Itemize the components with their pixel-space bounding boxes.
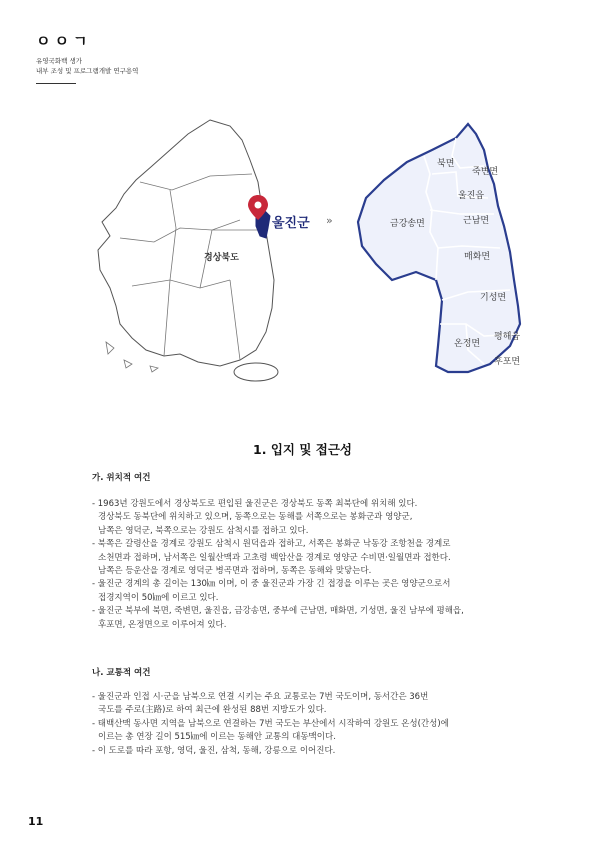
bullet-line: 국도를 주로(主路)로 하여 최근에 완성된 88번 지방도가 있다.	[98, 705, 327, 716]
bullet-line: - 태백산맥 동사면 지역을 남북으로 연결하는 7번 국도는 부산에서 시작하여 강원도 온성(간성)에	[92, 718, 449, 729]
bullet-line: - 울진군 북부에 북면, 죽변면, 울진읍, 금강송면, 중부에 근남면, 매화면, 기성면, 울진 남부에 평해읍,	[92, 606, 464, 617]
bullet-line: 이르는 총 연장 길이 515㎞에 이르는 동해안 교통의 대동맥이다.	[98, 732, 336, 743]
town-label-bukmyeon: 북면	[437, 159, 455, 169]
peninsula-outline	[98, 120, 274, 366]
bullet-line: - 1963년 강원도에서 경상북도로 편입된 울진군은 경상북도 동쪽 최북단에 위치해 있다.	[92, 499, 418, 509]
location-map	[80, 110, 540, 410]
bullet-line: 경상북도 동북단에 위치하고 있으며, 동쪽으로는 동해를 서쪽으로는 봉화군과 영양군,	[98, 512, 413, 523]
town-label-onjeong: 온정면	[454, 339, 481, 349]
town-label-pyeonghae: 평해읍	[494, 332, 521, 342]
bullet-line: - 이 도로를 따라 포항, 영덕, 울진, 삼척, 동해, 강릉으로 이어진다.	[92, 745, 336, 756]
bullet-line: - 울진군과 인접 시·군을 남북으로 연결 시키는 주요 교통로는 7번 국도이며, 동서간은 36번	[92, 692, 429, 702]
bullet-line: 남쪽은 영덕군, 북쪽으로는 강원도 삼척시를 접하고 있다.	[98, 525, 309, 536]
document-subtitle	[36, 56, 138, 76]
subsection-heading-transport: 나. 교통적 여건	[92, 668, 151, 678]
report-logo: ㅇㅇㄱ	[36, 32, 92, 50]
subtitle-line-1: 유영국화백 생가	[36, 57, 83, 65]
bullet-line: - 북쪽은 갈령산을 경계로 강원도 삼척시 원덕읍과 접하고, 서쪽은 봉화군 낙동강 조항천을 경계로	[92, 539, 451, 550]
page-number: 11	[28, 815, 44, 828]
town-label-uljin-eup: 울진읍	[458, 191, 485, 201]
subsection-heading-location: 가. 위치적 여건	[92, 473, 151, 483]
header-rule	[36, 83, 76, 84]
bullet-line: 소천면과 접하며, 남서쪽은 일월산맥과 고초령 백암산을 경계로 영양군 수비면·일월면과 접한다.	[98, 552, 451, 563]
town-label-jukbyeon: 죽변면	[472, 167, 499, 177]
map-arrow-icon: »	[326, 214, 333, 227]
jeju-island	[234, 363, 278, 381]
subtitle-line-2: 내부 조성 및 프로그램개발 연구용역	[36, 67, 139, 75]
county-label: 울진군	[272, 216, 310, 231]
town-label-hupo: 후포면	[494, 357, 521, 367]
town-label-geunnam: 근남면	[463, 216, 490, 226]
bullet-line: 접경지역이 50㎞에 이르고 있다.	[98, 592, 219, 603]
section-title: 1. 입지 및 접근성	[253, 442, 352, 457]
town-label-maehwa: 매화면	[464, 252, 491, 262]
location-bullets	[92, 498, 532, 632]
bullet-line: - 울진군 경계의 총 길이는 130㎞ 이며, 이 중 울진군과 가장 긴 접경을 이루는 곳은 영양군으로서	[92, 579, 451, 590]
transport-bullets	[92, 691, 532, 758]
bullet-line: 후포면, 온정면으로 이루어져 있다.	[98, 619, 227, 630]
town-label-geumgangsong: 금강송면	[390, 219, 425, 229]
bullet-line: 남쪽은 등운산을 경계로 영덕군 병곡면과 접하며, 동쪽은 동해와 맞닿는다.	[98, 566, 372, 577]
town-label-giseong: 기성면	[480, 293, 507, 303]
province-label: 경상북도	[204, 253, 239, 263]
